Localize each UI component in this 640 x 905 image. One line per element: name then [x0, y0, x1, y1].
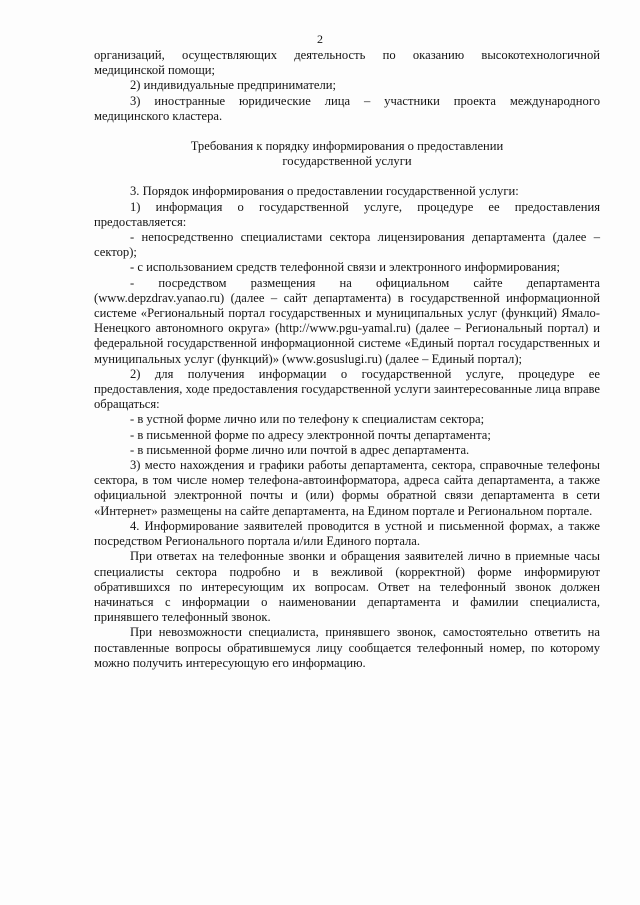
paragraph-continuation: организаций, осуществляющих деятельность по оказанию высокотехнологичной медицинской помощи; — [94, 48, 600, 78]
bullet-oral: - в устной форме лично или по телефону к специалистам сектора; — [130, 412, 485, 427]
paragraph-4: 4. Информирование заявителей проводится в устной и письменной формах, а также посредством Регионального портала и/или Единого портала. — [94, 518, 600, 549]
list-item-entrepreneurs: 2) индивидуальные предприниматели; — [130, 78, 337, 93]
page-number: 2 — [317, 32, 323, 46]
bullet-telephone: - с использованием средств телефонной связи и электронного информирования; — [130, 260, 560, 275]
document-body — [94, 48, 600, 671]
paragraph-3: 3. Порядок информирования о предоставлении государственной услуги: — [130, 184, 519, 199]
paragraph-unable-answer: При невозможности специалиста, принявшего звонок, самостоятельно ответить на поставленные вопросы обратившемуся лицу сообщается телефонный номер, по которому можно получить интересующую его информацию. — [94, 625, 600, 670]
paragraph-3-2: 2) для получения информации о государственной услуге, процедуре ее предоставления, ходе предоставления государственной услуги заинтересованные лица вправе обращаться: — [94, 366, 600, 412]
bullet-written: - в письменной форме лично или почтой в адрес департамента. — [130, 442, 470, 457]
paragraph-3-3: 3) место нахождения и графики работы департамента, сектора, справочные телефоны сектора, в том числе номер телефона-автоинформатора, адреса сайта департамента, а также официальной электронной почты и (или) формы обратной связи департамента в сети «Интернет» размещены на сайте департамента, на Едином портале и Региональном портале. — [94, 458, 600, 518]
list-item-foreign-entities: 3) иностранные юридические лица – участники проекта международного медицинского кластера. — [94, 93, 600, 123]
bullet-email: - в письменной форме по адресу электронной почты департамента; — [130, 427, 491, 442]
section-heading: Требования к порядку информирования о предоставлении государственной услуги — [190, 139, 504, 169]
bullet-website: - посредством размещения на официальном сайте департамента (www.depzdrav.yanao.ru) (далее – сайт департамента) в государственной информационной системе «Региональный портал государственных и муниципальных услуг (функций) Ямало-Ненецкого автономного округа» (http://www.pgu-yamal.ru) (далее – Региональный портал) и федеральной государственной информационной системе «Единый портал государственных и муниципальных услуг (функций)» (www.gosuslugi.ru) (далее – Единый портал); — [94, 275, 600, 366]
paragraph-3-1: 1) информация о государственной услуге, процедуре ее предоставления предоставляется: — [94, 199, 600, 229]
paragraph-phone-answers: При ответах на телефонные звонки и обращения заявителей лично в приемные часы специалисты сектора подробно и в вежливой (корректной) форме информируют обратившихся по интересующим их вопросам. Ответ на телефонный звонок должен начинаться с информации о наименовании департамента и фамилии специалиста, принявшего телефонный звонок. — [94, 549, 600, 625]
bullet-direct: - непосредственно специалистами сектора лицензирования департамента (далее – сектор); — [94, 230, 600, 260]
